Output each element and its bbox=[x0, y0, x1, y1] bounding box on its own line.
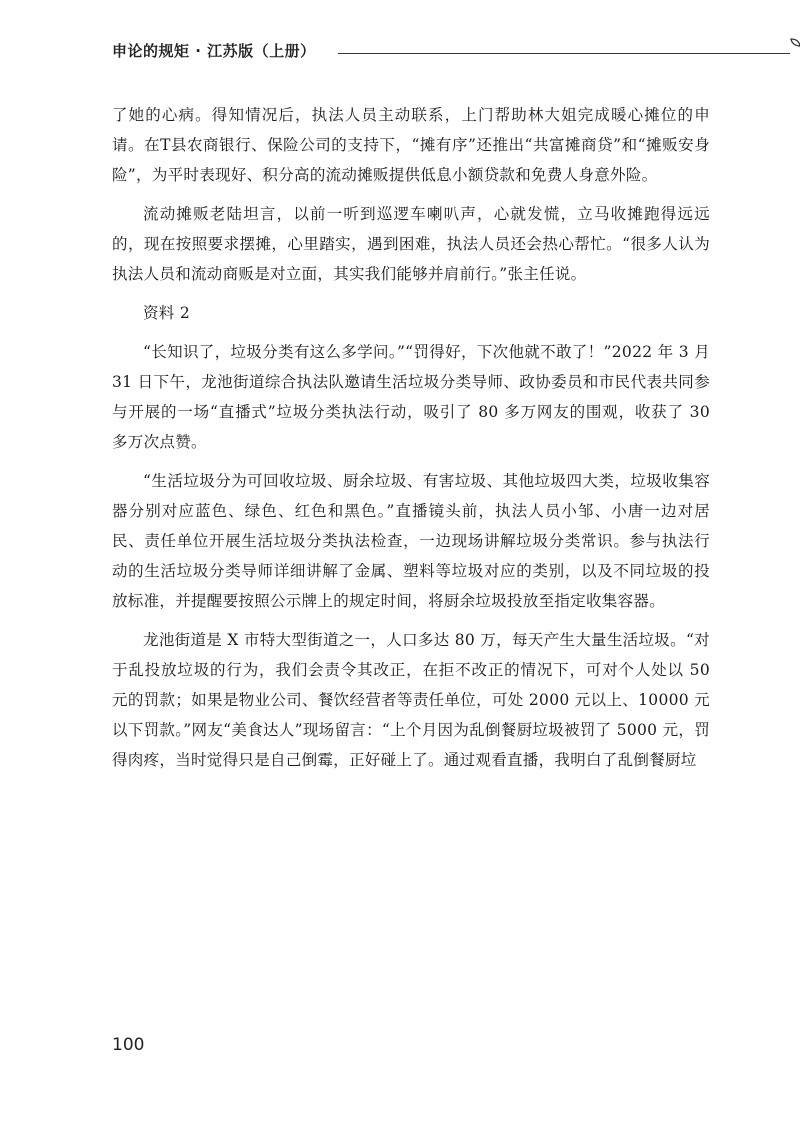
page-number: 100 bbox=[112, 1035, 145, 1055]
book-title: 申论的规矩 · 江苏版（上册） bbox=[112, 42, 316, 60]
paragraph: 龙池街道是 X 市特大型街道之一，人口多达 80 万，每天产生大量生活垃圾。“对于乱投放垃圾的行为，我们会责令其改正，在拒不改正的情况下，可对个人处以 50 元的罚款；如果是物业公司、餐饮经营者等责任单位，可处 2000 元以上、10000 元以下罚款。”网友“美食达人”现场留言：“上个月因为乱倒餐厨垃圾被罚了 5000 元，罚得肉疼，当时觉得只是自己倒霉，正好碰上了。通过观看直播，我明白了乱倒餐厨垃 bbox=[112, 631, 710, 769]
running-header bbox=[112, 38, 712, 66]
paragraph: “长知识了，垃圾分类有这么多学问。”“罚得好，下次他就不敢了！”2022 年 3 月 31 日下午，龙池街道综合执法队邀请生活垃圾分类导师、政协委员和市民代表共同参与开展的一场“直播式”垃圾分类执法行动，吸引了 80 多万网友的围观，收获了 30 多万次点赞。 bbox=[112, 343, 710, 451]
paragraph: 了她的心病。得知情况后，执法人员主动联系，上门帮助林大姐完成暖心摊位的申请。在T县农商银行、保险公司的支持下，“摊有序”还推出“共富摊商贷”和“摊贩安身险”，为平时表现好、积分高的流动摊贩提供低息小额贷款和免费人身意外险。 bbox=[112, 106, 710, 184]
section-heading: 资料 2 bbox=[143, 304, 190, 322]
paragraph: “生活垃圾分为可回收垃圾、厨余垃圾、有害垃圾、其他垃圾四大类，垃圾收集容器分别对应蓝色、绿色、红色和黑色。”直播镜头前，执法人员小邹、小唐一边对居民、责任单位开展生活垃圾分类执法检查，一边现场讲解垃圾分类常识。参与执法行动的生活垃圾分类导师详细讲解了金属、塑料等垃圾对应的类别，以及不同垃圾的投放标准，并提醒要按照公示牌上的规定时间，将厨余垃圾投放至指定收集容器。 bbox=[112, 472, 710, 610]
sprout-icon bbox=[788, 36, 800, 60]
page-body bbox=[112, 100, 710, 784]
paragraph: 流动摊贩老陆坦言，以前一听到巡逻车喇叭声，心就发慌，立马收摊跑得远远的，现在按照要求摆摊，心里踏实，遇到困难，执法人员还会热心帮忙。“很多人认为执法人员和流动商贩是对立面，其实我们能够并肩前行。”张主任说。 bbox=[112, 205, 710, 283]
header-rule bbox=[338, 53, 790, 54]
